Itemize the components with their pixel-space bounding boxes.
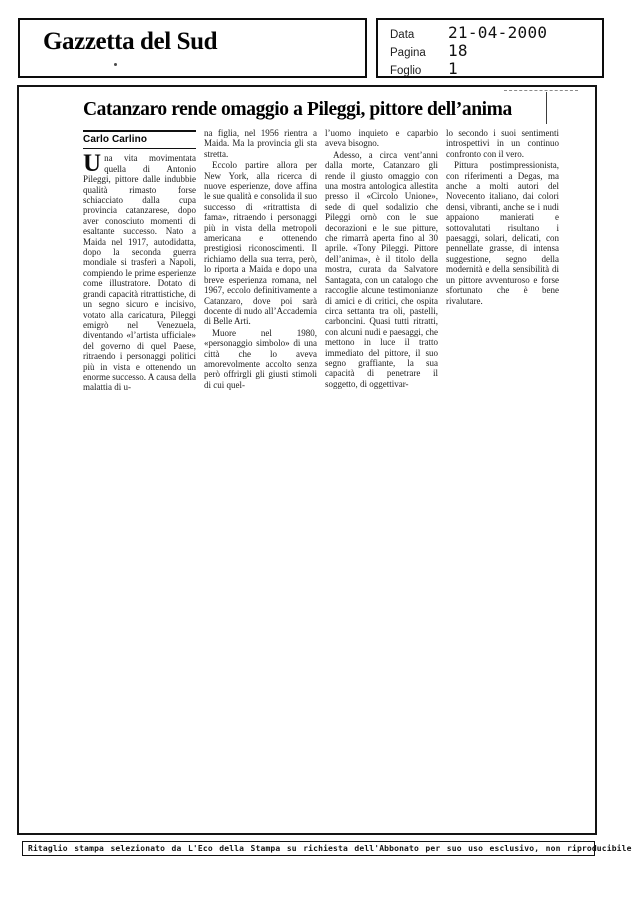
byline	[83, 130, 196, 149]
meta-row-data	[390, 23, 602, 41]
meta-row-pagina	[390, 41, 602, 59]
masthead-box	[18, 18, 367, 78]
paragraph: l’uomo inquieto e caparbio aveva bisogno.	[325, 128, 438, 149]
scan-crop-dash-artifact	[504, 90, 578, 91]
paragraph: Eccolo partire allora per New York, alla ricerca di nuove esperienze, dove affina le sue qualità e consolida il suo successo di «ritrattista di fama», ritraendo i personaggi più in vista della metropoli americana e ottenendo prestigiosi riconoscimenti. Il richiamo della sua terra, però, lo riporta a Maida e dopo una breve esperienza romana, nel 1967, eccolo definitivamente a Catanzaro, dove poi sarà docente di nudo all’Accademia di Belle Arti.	[204, 160, 317, 327]
meta-label-data: Data	[390, 29, 415, 41]
paragraph: Muore nel 1980, «personaggio simbolo» di una città che lo aveva amorevolmente accolto senza però offrirgli gli giusti stimoli di cui quel-	[204, 327, 317, 390]
scan-crop-line-artifact	[546, 92, 547, 124]
meta-value-foglio: 1	[448, 59, 458, 78]
paragraph: Pittura postimpressionista, con riferimenti a Degas, ma anche a molti autori del Novecento italiano, dai colori densi, vibranti, anche se i nudi appaiono manierati e sottovalutati risultano i paesaggi, solari, delicati, con pennellate grasse, di intensa suggestione, segno della modernità e della sensibilità di un pittore avventuroso e forse sfortunato che è bene rivalutare.	[446, 160, 559, 306]
meta-label-pagina: Pagina	[390, 47, 426, 59]
paragraph: lo secondo i suoi sentimenti introspettivi in un continuo confronto con il vero.	[446, 128, 559, 159]
article-column-4	[446, 128, 559, 393]
article-title: Catanzaro rende omaggio a Pileggi, pittore dell’anima	[83, 99, 512, 120]
meta-value-pagina: 18	[448, 41, 468, 60]
scan-dot-artifact	[114, 63, 117, 66]
meta-box	[376, 18, 604, 78]
article-column-3	[325, 128, 438, 393]
footer-notice: Ritaglio stampa selezionato da L'Eco della Stampa su richiesta dell'Abbonato per suo uso esclusivo, non riproducibile	[28, 844, 632, 853]
paragraph	[83, 150, 196, 393]
drop-cap: U	[83, 150, 102, 178]
paragraph-text: na vita movimentata quella di Antonio Pileggi, pittore dalle indubbie qualità rimasto forse schiacciato dalla cupa provincia catanzarese, dopo aver conosciuto momenti di esaltante successo. Nato a Maida nel 1917, autodidatta, dopo la seconda guerra mondiale si trasferì a Napoli, compiendo le prime esperienze come illustratore. Dotato di grandi capacità ritrattistiche, di un segno sicuro e incisivo, votato alla caricatura, Pileggi emigrò nel Venezuela, diventando «l’artista ufficiale» del governo di quel Paese, ritraendo i personaggi politici più in vista e ottenendo un enorme successo. A causa della malattia di u-	[83, 153, 196, 393]
paragraph: na figlia, nel 1956 rientra a Maida. Ma la provincia gli sta stretta.	[204, 128, 317, 159]
meta-label-foglio: Foglio	[390, 65, 422, 77]
article-column-1	[83, 128, 196, 393]
article-columns	[83, 128, 559, 393]
footer-notice-box	[22, 841, 632, 856]
article-column-2	[204, 128, 317, 393]
byline-label: Carlo Carlino	[83, 134, 148, 145]
paragraph: Adesso, a circa vent’anni dalla morte, Catanzaro gli rende il giusto omaggio con una mostra antologica allestita presso il «Circolo Unione», sede di quel sodalizio che Pileggi ornò con le sue decorazioni e le sue pitture, che rimarrà aperta fino al 30 aprile. «Tony Pileggi. Pittore dell’anima», è il titolo della mostra, curata da Salvatore Santagata, con un catalogo che raccoglie alcune testimonianze di amici e di critici, che ospita circa settanta tra oli, pastelli, carboncini. Quasi tutti ritratti, con alcuni nudi e paesaggi, che mettono in luce il tratto immediato del pittore, il suo segno graffiante, la sua capacità di penetrare il soggetto, di oggettivar-	[325, 149, 438, 389]
meta-value-data: 21-04-2000	[448, 23, 548, 42]
meta-row-foglio	[390, 59, 602, 77]
masthead-title: Gazzetta del Sud	[43, 28, 218, 55]
